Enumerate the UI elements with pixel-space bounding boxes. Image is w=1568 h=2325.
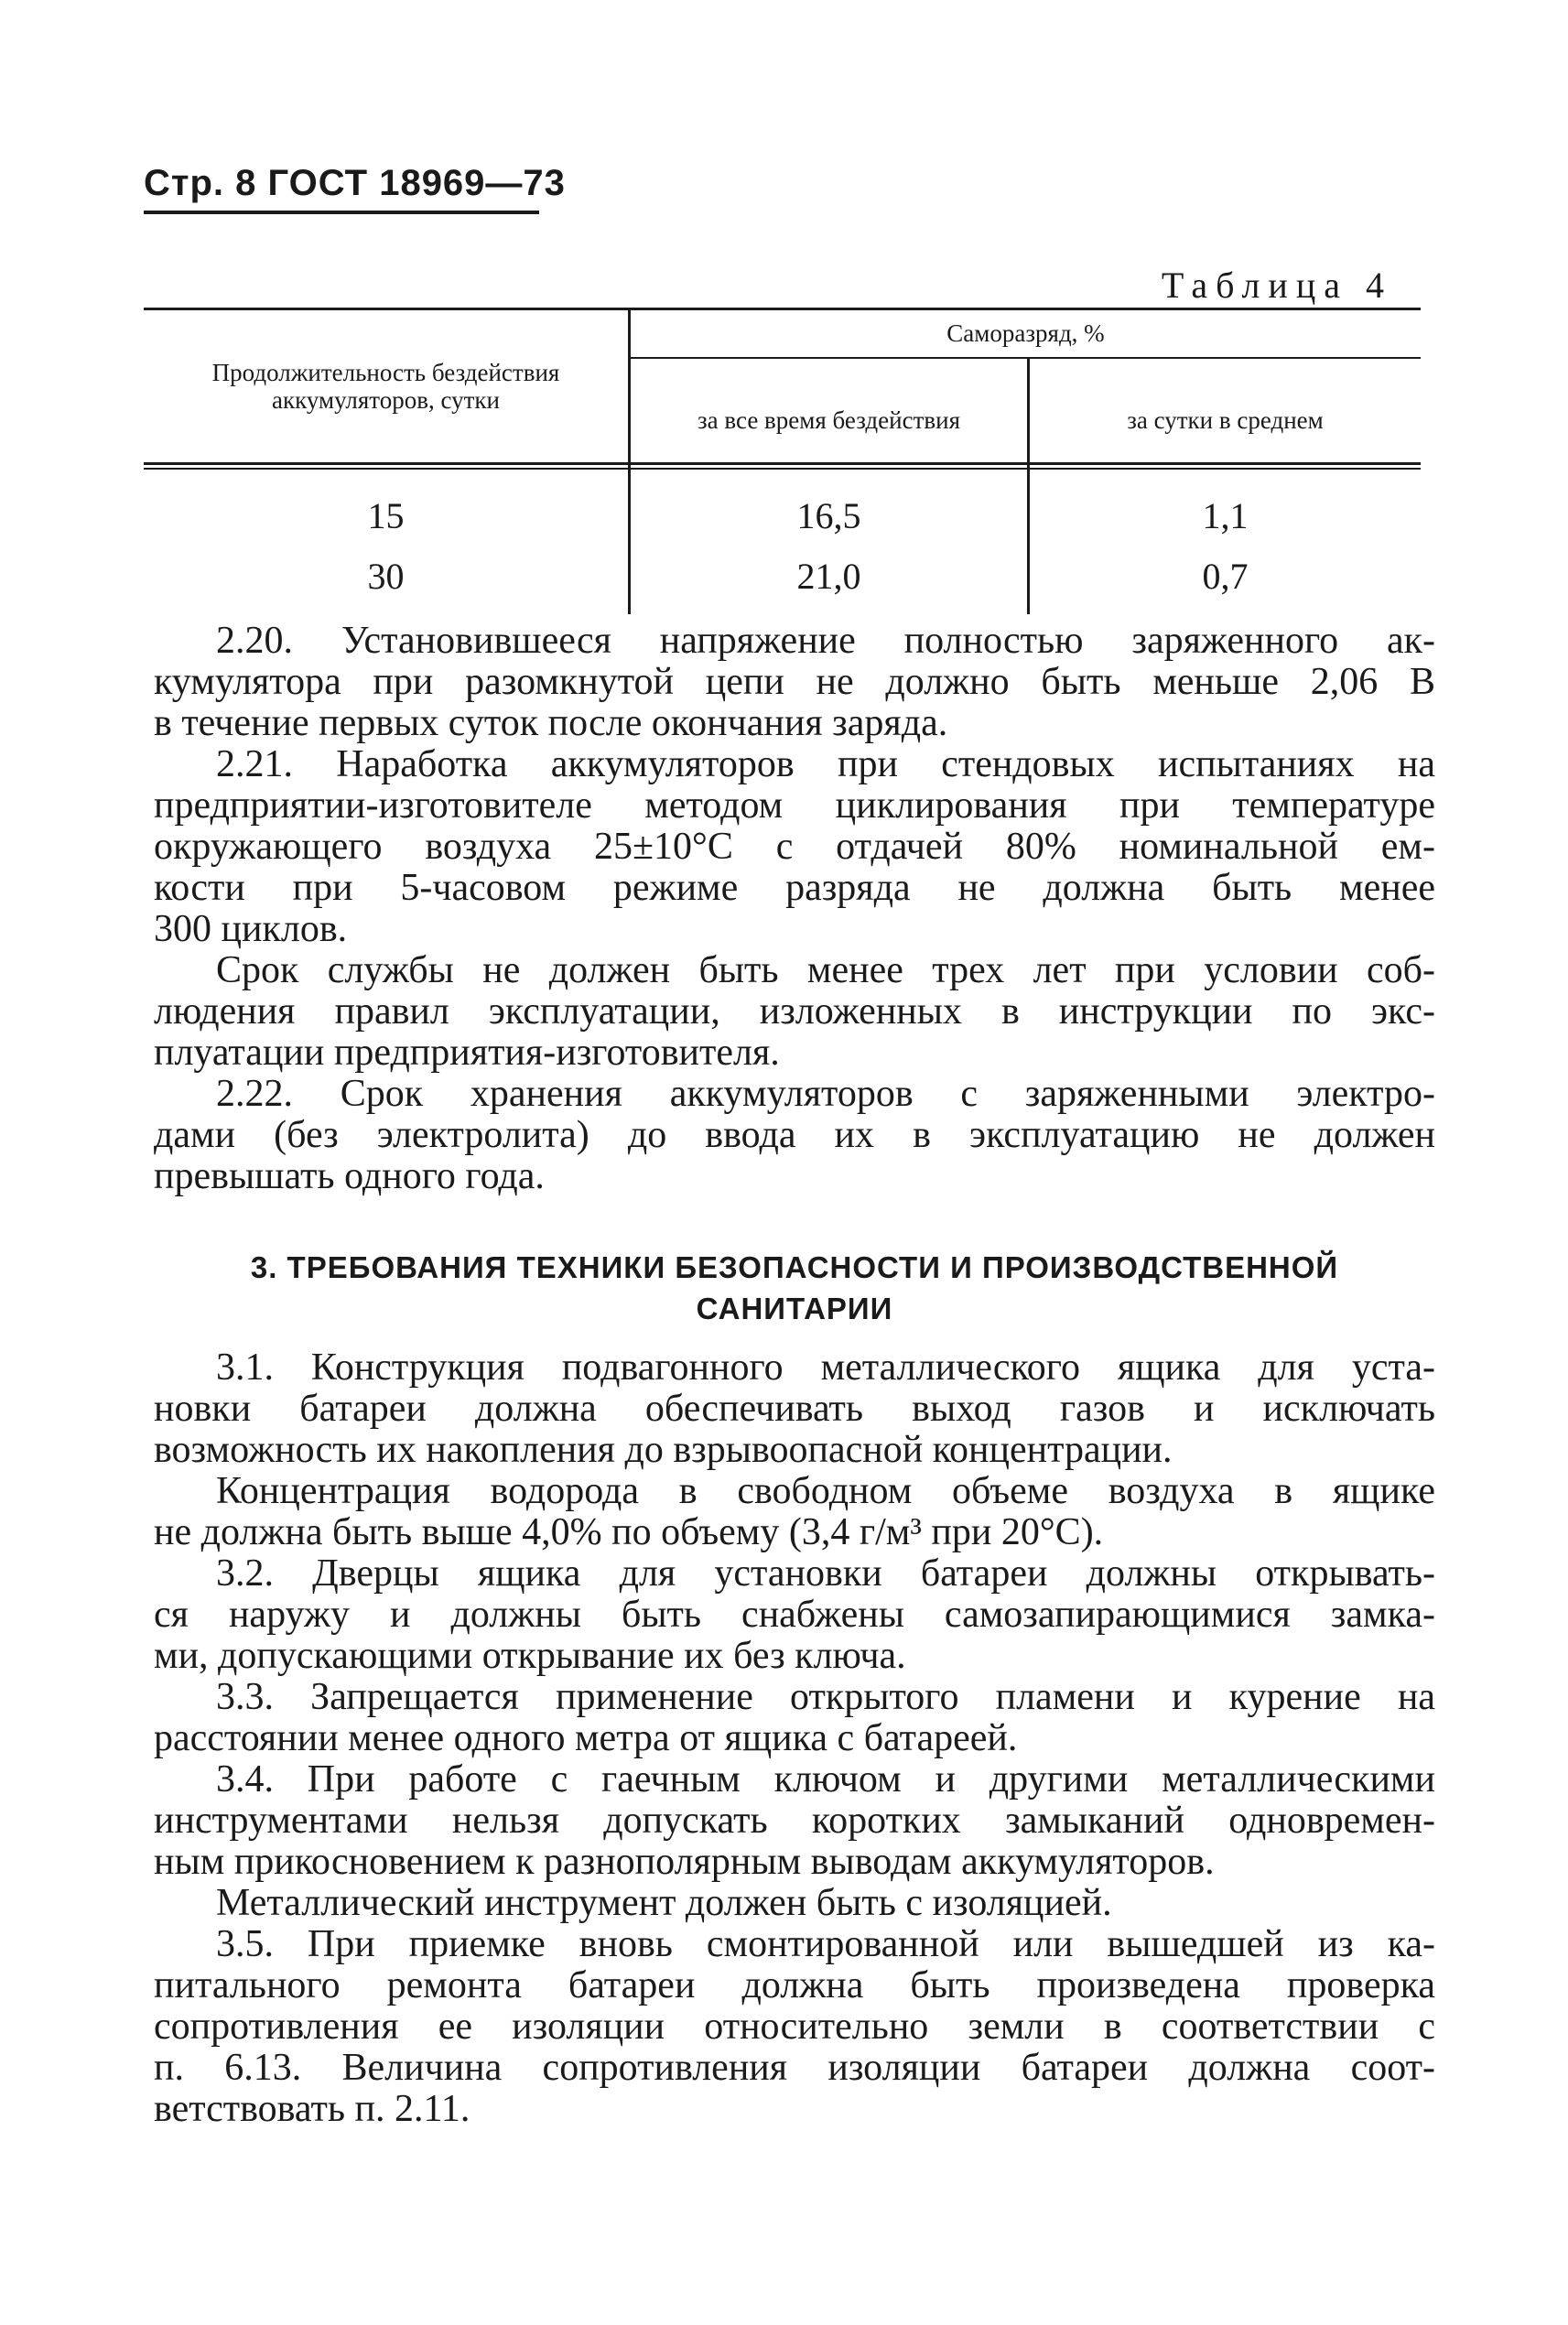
text-line: 2.21. Наработка аккумуляторов при стендовых испытаниях на: [216, 744, 1435, 785]
paragraph-tool-insulation: [154, 1883, 1435, 1924]
text-line: новки батареи должна обеспечивать выход газов и исключать: [154, 1389, 1435, 1430]
table-header-rule: [144, 462, 1421, 465]
text-line: возможность их накопления до взрывоопасной концентрации.: [154, 1430, 1173, 1471]
paragraph-2-22: [154, 1074, 1435, 1197]
paragraph-service-life: [154, 950, 1435, 1074]
col-daily-header: за сутки в среднем: [1127, 406, 1324, 434]
text-line: людения правил эксплуатации, изложенных в инструкции по экс-: [154, 991, 1435, 1033]
text-line: сопротивления ее изоляции относительно земли в соответствии с: [154, 2006, 1435, 2048]
text-line: ветствовать п. 2.11.: [154, 2089, 470, 2130]
paragraph-3-3: [154, 1677, 1435, 1759]
text-line: 3.1. Конструкция подвагонного металлического ящика для уста-: [216, 1347, 1435, 1389]
col-duration-header: [144, 359, 628, 414]
table-cell: 21,0: [796, 556, 861, 597]
table-cell: 0,7: [1202, 556, 1249, 597]
paragraph-3-2: [154, 1553, 1435, 1677]
text-line: в течение первых суток после окончания заряда.: [154, 703, 948, 744]
table-caption: Таблица 4: [1161, 265, 1392, 306]
text-line: 2.20. Установившееся напряжение полностью заряженного ак-: [216, 621, 1435, 662]
section-3-title-line1: 3. ТРЕБОВАНИЯ ТЕХНИКИ БЕЗОПАСНОСТИ И ПРОИЗВОДСТВЕННОЙ: [250, 1250, 1339, 1284]
text-line: кости при 5-часовом режиме разряда не должна быть менее: [154, 868, 1435, 909]
text-line: Концентрация водорода в свободном объеме воздуха в ящике: [216, 1471, 1435, 1512]
text-line: плуатации предприятия-изготовителя.: [154, 1033, 780, 1074]
paragraph-hydrogen: [154, 1471, 1435, 1553]
section-3-title: [154, 1247, 1435, 1329]
col-duration-header-line1: Продолжительность бездействия: [211, 359, 560, 386]
running-header: Стр. 8 ГОСТ 18969—73: [144, 163, 566, 203]
table-cell: 1,1: [1202, 495, 1249, 536]
body-text-section2: [154, 621, 1435, 1197]
text-line: 3.3. Запрещается применение открытого пламени и курение на: [216, 1677, 1435, 1718]
text-line: 2.22. Срок хранения аккумуляторов с заряженными электро-: [216, 1074, 1435, 1115]
text-line: превышать одного года.: [154, 1156, 545, 1197]
text-line: окружающего воздуха 25±10°С с отдачей 80% номинальной ем-: [154, 827, 1435, 868]
text-line: ся наружу и должны быть снабжены самозапирающимися замка-: [154, 1595, 1435, 1636]
paragraph-2-21: [154, 744, 1435, 950]
paragraph-2-20: [154, 621, 1435, 744]
col-duration-header-line2: аккумуляторов, сутки: [272, 386, 500, 414]
group-header-rule: [630, 357, 1421, 359]
text-line: 3.5. При приемке вновь смонтированной или вышедшей из ка-: [216, 1924, 1435, 1965]
text-line: 3.2. Дверцы ящика для установки батареи должны открывать-: [216, 1553, 1435, 1595]
paragraph-3-5: [154, 1924, 1435, 2130]
text-line: ми, допускающими открывание их без ключа.: [154, 1636, 906, 1677]
section-3-title-line2: САНИТАРИИ: [696, 1292, 893, 1325]
table-cell: 15: [367, 495, 405, 536]
text-line: Срок службы не должен быть менее трех лет при условии соб-: [216, 950, 1435, 991]
text-line: Металлический инструмент должен быть с изоляцией.: [216, 1883, 1112, 1924]
col-total-header: за все время бездействия: [697, 406, 960, 434]
text-line: кумулятора при разомкнутой цепи не должно быть меньше 2,06 В: [154, 662, 1435, 703]
text-line: 300 циклов.: [154, 909, 348, 950]
self-discharge-group-header: Саморазряд, %: [946, 319, 1105, 347]
text-line: не должна быть выше 4,0% по объему (3,4 г/м³ при 20°С).: [154, 1512, 1104, 1553]
paragraph-3-4: [154, 1759, 1435, 1883]
text-line: инструментами нельзя допускать коротких замыканий одновремен-: [154, 1801, 1435, 1842]
text-line: дами (без электролита) до ввода их в эксплуатацию не должен: [154, 1115, 1435, 1156]
text-line: питального ремонта батареи должна быть произведена проверка: [154, 1965, 1435, 2006]
table-cell: 16,5: [796, 495, 861, 536]
text-line: расстоянии менее одного метра от ящика с батареей.: [154, 1718, 1018, 1759]
table-top-rule: [144, 308, 1421, 310]
text-line: предприятии-изготовителе методом циклирования при температуре: [154, 785, 1435, 827]
text-line: п. 6.13. Величина сопротивления изоляции батареи должна соот-: [154, 2048, 1435, 2089]
text-line: 3.4. При работе с гаечным ключом и другими металлическими: [216, 1759, 1435, 1801]
header-rule: [144, 211, 539, 214]
table-cell: 30: [367, 556, 405, 597]
paragraph-3-1: [154, 1347, 1435, 1471]
body-text-section3: [154, 1347, 1435, 2130]
table-header-rule-2: [144, 468, 1421, 470]
text-line: ным прикосновением к разнополярным выводам аккумуляторов.: [154, 1842, 1215, 1883]
